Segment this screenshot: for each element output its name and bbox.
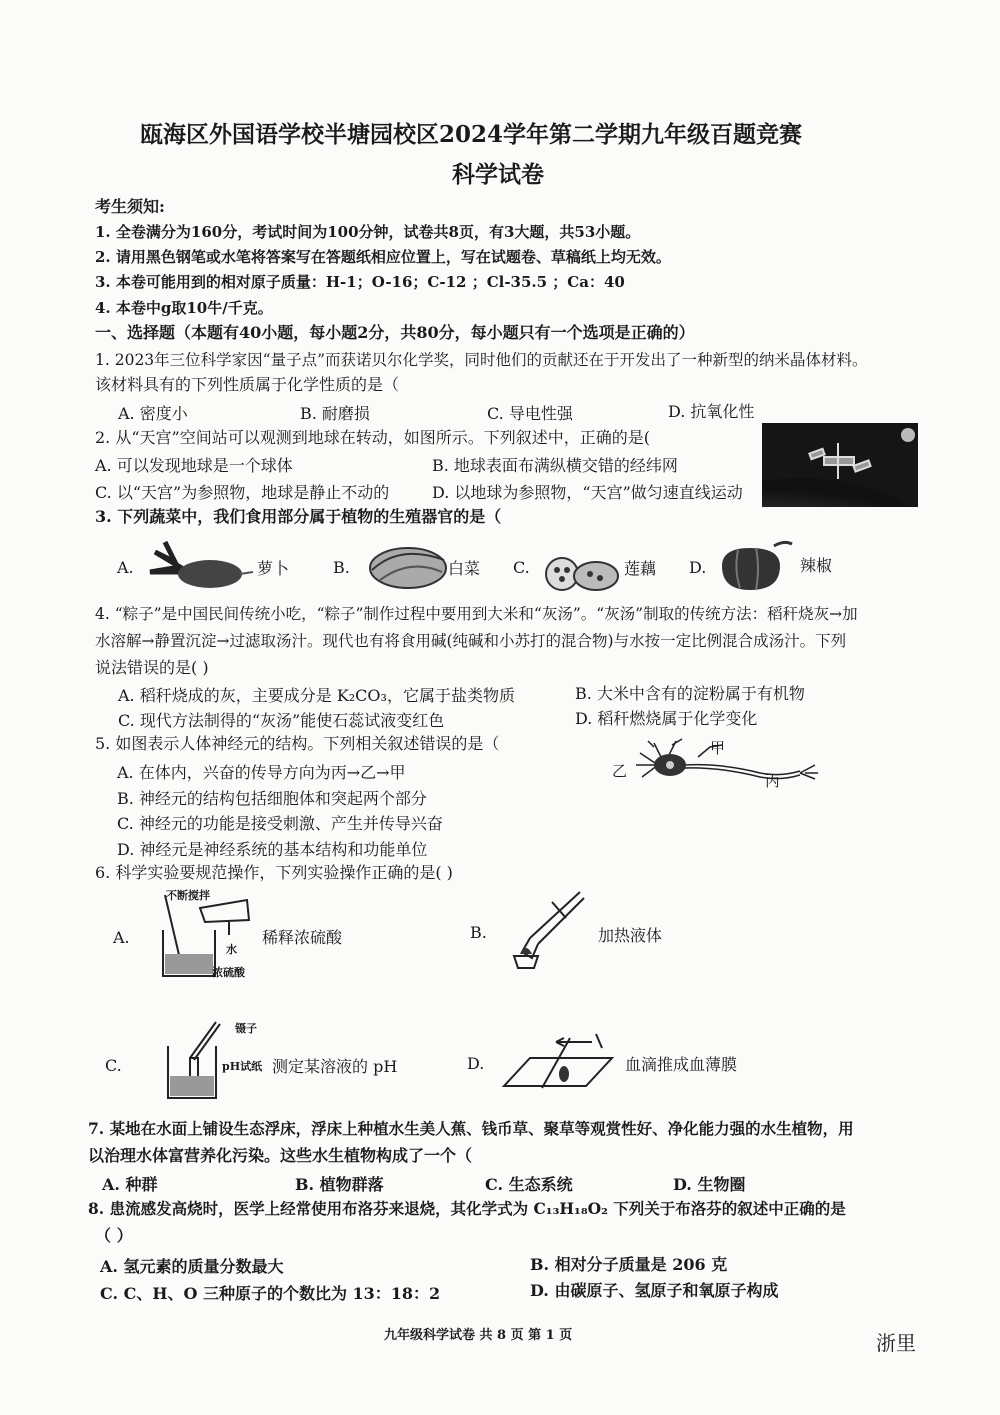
q4-option-b: B. 大米中含有的淀粉属于有机物 xyxy=(575,684,805,703)
q6-letter-c: C. xyxy=(105,1056,122,1075)
q3-name-a: 萝卜 xyxy=(257,559,290,578)
label-stir: 不断搅拌 xyxy=(166,889,210,902)
q7-option-b: B. 植物群落 xyxy=(295,1175,384,1194)
q4-option-d: D. 稻秆燃烧属于化学变化 xyxy=(575,709,758,728)
notice-heading: 考生须知: xyxy=(95,197,165,216)
q3-name-c: 莲藕 xyxy=(624,559,657,578)
section-heading: 一、选择题（本题有40小题，每小题2分，共80分，每小题只有一个选项是正确的） xyxy=(95,323,695,342)
q3-name-d: 辣椒 xyxy=(800,556,833,575)
q5-option-d: D. 神经元是神经系统的基本结构和功能单位 xyxy=(117,840,428,859)
question-6-stem: 6. 科学实验要规范操作，下列实验操作正确的是( ) xyxy=(95,863,453,882)
q6-letter-b: B. xyxy=(470,923,487,942)
q4-option-a: A. 稻秆烧成的灰，主要成分是 K₂CO₃，它属于盐类物质 xyxy=(118,686,515,705)
label-tweezers: 镊子 xyxy=(235,1022,257,1035)
question-8-line: （ ） xyxy=(95,1226,133,1245)
question-1-line: 1. 2023年三位科学家因“量子点”而获诺贝尔化学奖，同时他们的贡献还在于开发出了一种新型的纳米晶体材料。 xyxy=(95,351,868,369)
page-footer: 九年级科学试卷 共 8 页 第 1 页 xyxy=(384,1328,573,1343)
q1-option-b: B. 耐磨损 xyxy=(300,404,370,423)
space-station-image xyxy=(762,423,918,507)
q2-option-d: D. 以地球为参照物，“天宫”做匀速直线运动 xyxy=(432,483,743,502)
q5-option-c: C. 神经元的功能是接受刺激、产生并传导兴奋 xyxy=(117,814,443,833)
q6-caption-b: 加热液体 xyxy=(598,926,663,945)
q1-option-d: D. 抗氧化性 xyxy=(668,402,755,421)
q8-option-c: C. C、H、O 三种原子的个数比为 13：18：2 xyxy=(100,1284,441,1303)
pepper-image xyxy=(714,536,796,596)
q2-option-a: A. 可以发现地球是一个球体 xyxy=(95,456,293,475)
page-subtitle: 科学试卷 xyxy=(452,161,544,188)
blood-smear-diagram xyxy=(500,1030,616,1090)
q3-letter-b: B. xyxy=(333,558,350,577)
question-7-line: 以治理水体富营养化污染。这些水生植物构成了一个（ xyxy=(88,1146,473,1165)
q6-caption-c: 测定某溶液的 pH xyxy=(272,1057,398,1076)
question-8-line: 8. 患流感发高烧时，医学上经常使用布洛芬来退烧，其化学式为 C₁₃H₁₈O₂ 下列关于布洛芬的叙述中正确的是 xyxy=(88,1199,846,1218)
label-conc-acid: 浓硫酸 xyxy=(212,966,245,979)
lotus-root-image xyxy=(540,544,622,596)
neuron-label-yi: 乙 xyxy=(612,762,628,780)
label-ph-paper: pH试纸 xyxy=(222,1060,263,1073)
notice-item: 3. 本卷可能用到的相对原子质量：H-1；O-16；C-12 ；Cl-35.5 ；Ca：40 xyxy=(95,273,625,291)
question-7-line: 7. 某地在水面上铺设生态浮床，浮床上种植水生美人蕉、钱币草、聚草等观赏性好、净化能力强的水生植物，用 xyxy=(88,1119,854,1138)
q6-letter-d: D. xyxy=(467,1054,485,1073)
q1-option-a: A. 密度小 xyxy=(118,404,188,423)
q3-letter-c: C. xyxy=(513,558,530,577)
question-1-line: 该材料具有的下列性质属于化学性质的是（ xyxy=(95,375,400,394)
q8-option-a: A. 氢元素的质量分数最大 xyxy=(100,1257,284,1276)
question-2-stem: 2. 从“天宫”空间站可以观测到地球在转动，如图所示。下列叙述中，正确的是( xyxy=(95,428,650,447)
question-4-line: 4. “粽子”是中国民间传统小吃，“粽子”制作过程中要用到大米和“灰汤”。“灰汤”制取的传统方法：稻秆烧灰→加 xyxy=(95,605,858,623)
q7-option-d: D. 生物圈 xyxy=(673,1175,746,1194)
q6-caption-a: 稀释浓硫酸 xyxy=(262,928,343,947)
q4-option-c: C. 现代方法制得的“灰汤”能使石蕊试液变红色 xyxy=(118,711,445,730)
neuron-label-jia: 甲 xyxy=(710,739,726,757)
q3-letter-d: D. xyxy=(689,558,707,577)
watermark: 浙里 xyxy=(876,1331,916,1355)
q2-option-b: B. 地球表面布满纵横交错的经纬网 xyxy=(432,456,678,475)
question-4-line: 水溶解→静置沉淀→过滤取汤汁。现代也有将食用碱(纯碱和小苏打的混合物)与水按一定比例混合成汤汁。下列 xyxy=(95,632,847,650)
notice-item: 2. 请用黑色钢笔或水笔将答案写在答题纸相应位置上，写在试题卷、草稿纸上均无效。 xyxy=(95,248,671,266)
q8-option-b: B. 相对分子质量是 206 克 xyxy=(530,1255,728,1274)
q2-option-c: C. 以“天宫”为参照物，地球是静止不动的 xyxy=(95,483,390,502)
q3-name-b: 白菜 xyxy=(448,559,481,578)
q5-option-a: A. 在体内，兴奋的传导方向为丙→乙→甲 xyxy=(117,763,406,782)
q6-letter-a: A. xyxy=(113,928,130,947)
question-4-line: 说法错误的是( ) xyxy=(95,658,209,677)
heat-liquid-diagram xyxy=(500,888,590,978)
question-3-stem: 3. 下列蔬菜中，我们食用部分属于植物的生殖器官的是（ xyxy=(95,507,502,526)
q3-letter-a: A. xyxy=(117,558,134,577)
label-water: 水 xyxy=(226,943,237,956)
radish-image xyxy=(145,532,255,594)
q7-option-a: A. 种群 xyxy=(102,1175,158,1194)
cabbage-image xyxy=(360,534,450,596)
page-title: 瓯海区外国语学校半塘园校区2024学年第二学期九年级百题竞赛 xyxy=(140,121,803,148)
question-5-stem: 5. 如图表示人体神经元的结构。下列相关叙述错误的是（ xyxy=(95,734,500,753)
q6-caption-d: 血滴推成血薄膜 xyxy=(625,1055,738,1074)
q5-option-b: B. 神经元的结构包括细胞体和突起两个部分 xyxy=(117,789,427,808)
notice-item: 4. 本卷中g取10牛/千克。 xyxy=(95,299,273,317)
notice-item: 1. 全卷满分为160分，考试时间为100分钟，试卷共8页，有3大题，共53小题。 xyxy=(95,223,641,241)
q8-option-d: D. 由碳原子、氢原子和氧原子构成 xyxy=(530,1281,779,1300)
q7-option-c: C. 生态系统 xyxy=(485,1175,573,1194)
neuron-label-bing: 丙 xyxy=(765,772,781,790)
q1-option-c: C. 导电性强 xyxy=(487,404,573,423)
